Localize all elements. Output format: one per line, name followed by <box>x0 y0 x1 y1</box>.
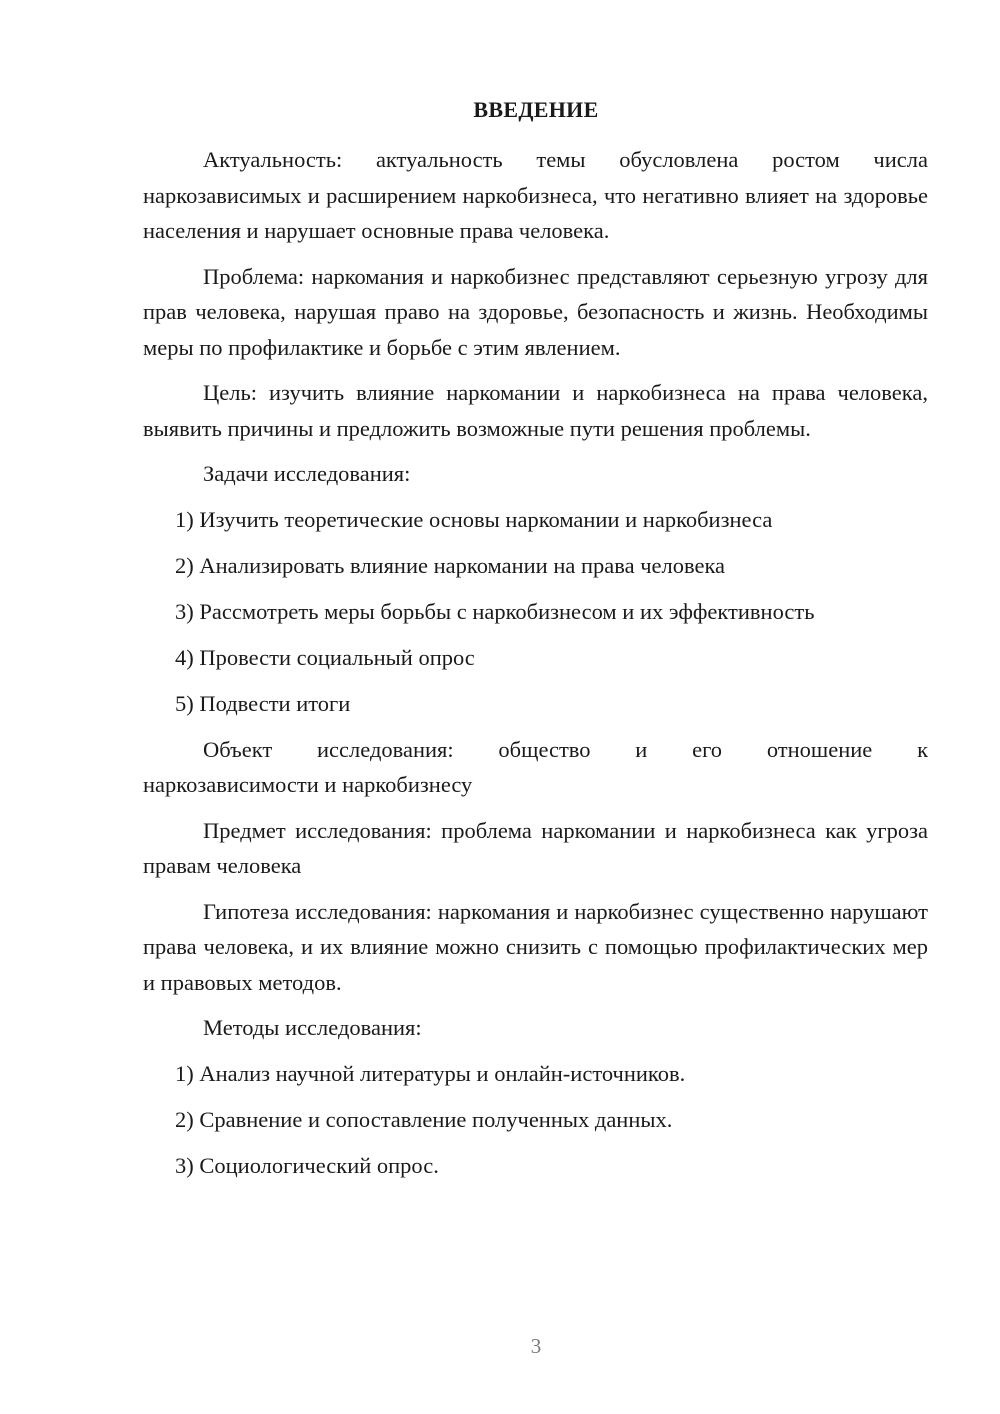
hypothesis-paragraph: Гипотеза исследования: наркомания и наркобизнес существенно нарушают права человека, и их влияние можно снизить с помощью профилактических мер и правовых методов. <box>143 898 928 995</box>
page-number: 3 <box>530 1334 542 1358</box>
document-body <box>143 142 928 1194</box>
section-title: ВВЕДЕНИЕ <box>473 97 599 122</box>
object-paragraph <box>143 732 928 803</box>
task-item: 5) Подвести итоги <box>175 690 351 716</box>
subject-paragraph: Предмет исследования: проблема наркомании и наркобизнеса как угроза правам человека <box>143 817 928 878</box>
task-item: 1) Изучить теоретические основы наркомании и наркобизнеса <box>175 506 773 532</box>
method-item: 1) Анализ научной литературы и онлайн-источников. <box>175 1060 686 1086</box>
method-item: 3) Социологический опрос. <box>175 1152 439 1178</box>
relevance-paragraph: Актуальность: актуальность темы обусловлена ростом числа наркозависимых и расширением наркобизнеса, что негативно влияет на здоровье населения и нарушает основные права человека. <box>143 147 928 243</box>
tasks-heading: Задачи исследования: <box>203 461 411 486</box>
methods-heading: Методы исследования: <box>203 1015 422 1040</box>
problem-paragraph: Проблема: наркомания и наркобизнес представляют серьезную угрозу для прав человека, нарушая право на здоровье, безопасность и жизнь. Необходимы меры по профилактике и борьбе с этим явлением. <box>143 263 928 360</box>
method-item: 2) Сравнение и сопоставление полученных данных. <box>175 1106 673 1132</box>
task-item: 3) Рассмотреть меры борьбы с наркобизнесом и их эффективность <box>175 598 815 624</box>
task-item: 2) Анализировать влияние наркомании на права человека <box>175 552 726 578</box>
object-line-2: наркозависимости и наркобизнесу <box>143 772 473 797</box>
object-line-1: Объект исследования: общество и его отношение к <box>203 736 928 762</box>
task-item: 4) Провести социальный опрос <box>175 644 475 670</box>
goal-paragraph: Цель: изучить влияние наркомании и наркобизнеса на права человека, выявить причины и предложить возможные пути решения проблемы. <box>143 380 928 441</box>
